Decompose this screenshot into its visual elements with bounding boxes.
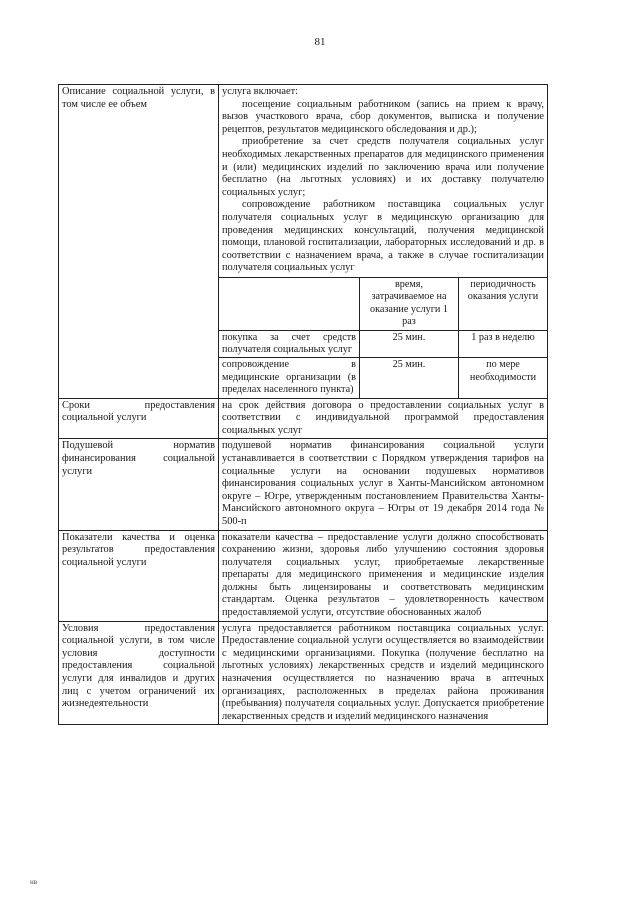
row-label: Условия предоставления социальной услуги, в том числе условия доступности предоставления социальной услуги для инвалидов и других лиц с учетом ограничений их жизнедеятельности: [59, 621, 219, 725]
row-content: услуга предоставляется работником поставщика социальных услуг. Предоставление социальной услуги осуществляется во взаимодействии с медицинскими организациями. Покупка (получение бесплатно на льготных условиях) лекарственных средств и изделий медицинского назначения осуществляется по назначению врача в аптечных организациях, расположенных в пределах района проживания (пребывания) получателя социальных услуг. Допускается приобретение лекарственных средств и изделий медицинского назначения: [219, 621, 548, 725]
description-intro: услуга включает:: [222, 86, 299, 97]
subtable-header-row: [219, 277, 547, 330]
time-subtable: [219, 277, 547, 398]
subtable-cell: 1 раз в неделю: [459, 330, 548, 358]
subtable-row: [219, 358, 547, 398]
table-row: [59, 530, 548, 621]
page-number: 81: [314, 36, 326, 48]
subtable-cell: покупка за счет средств получателя социальных услуг: [219, 330, 360, 358]
description-paragraph: приобретение за счет средств получателя социальных услуг необходимых лекарственных препаратов для медицинского применения и (или) медицинских изделий по заключению врача или получение бесплатно (на льготных условиях) и их доставку получателю социальных услуг;: [222, 136, 544, 198]
subtable-header-empty: [219, 277, 360, 330]
table-row: [59, 439, 548, 530]
service-table: [58, 84, 548, 725]
subtable-cell: сопровождение в медицинские организации (в пределах населенного пункта): [219, 358, 360, 398]
row-content: [219, 85, 548, 399]
table-row: [59, 85, 548, 399]
subtable-cell: по мере необходимости: [459, 358, 548, 398]
row-label: Описание социальной услуги, в том числе ее объем: [59, 85, 219, 399]
subtable-row: [219, 330, 547, 358]
subtable-header-frequency: периодичность оказания услуги: [459, 277, 548, 330]
subtable-header-time: время, затрачиваемое на оказание услуги 1 раз: [360, 277, 459, 330]
row-content: показатели качества – предоставление услуги должно способствовать сохранению жизни, здоровья либо улучшению состояния здоровья получателя социальных услуг, приобретаемые лекарственные препараты для медицинского применения и медицинские изделия должны быть лицензированы и соответствовать медицинским стандартам. Оценка результатов – удовлетворенность качеством предоставляемой услуги, отсутствие обоснованных жалоб: [219, 530, 548, 621]
row-label: Сроки предоставления социальной услуги: [59, 398, 219, 439]
subtable-cell: 25 мин.: [360, 358, 459, 398]
row-label: Подушевой норматив финансирования социальной услуги: [59, 439, 219, 530]
description-paragraph: сопровождение работником поставщика социальных услуг получателя социальных услуг в медицинскую организацию для проведения медицинских консультаций, получения медицинской помощи, плановой госпитализации, лабораторных исследований и др. в соответствии с назначением врача, а также в случае госпитализации получателя социальных услуг: [222, 199, 544, 274]
row-content: подушевой норматив финансирования социальной услуги устанавливается в соответствии с Порядком утверждения тарифов на социальные услуги на основании подушевых нормативов финансирования социальных услуг в Ханты-Мансийском автономном округе – Югре, утвержденным постановлением Правительства Ханты-Мансийского автономного округа – Югры от 19 декабря 2014 года № 500-п: [219, 439, 548, 530]
table-row: [59, 621, 548, 725]
row-label: Показатели качества и оценка результатов предоставления социальной услуги: [59, 530, 219, 621]
row-content: на срок действия договора о предоставлении социальных услуг в соответствии с индивидуальной программой предоставления социальных услуг: [219, 398, 548, 439]
footer-mark: нв: [30, 878, 38, 886]
subtable-cell: 25 мин.: [360, 330, 459, 358]
description-paragraph: посещение социальным работником (запись на прием к врачу, вызов участкового врача, сбор документов, выписка и получение рецептов, результатов медицинского обследования и др.);: [222, 98, 544, 135]
table-row: [59, 398, 548, 439]
